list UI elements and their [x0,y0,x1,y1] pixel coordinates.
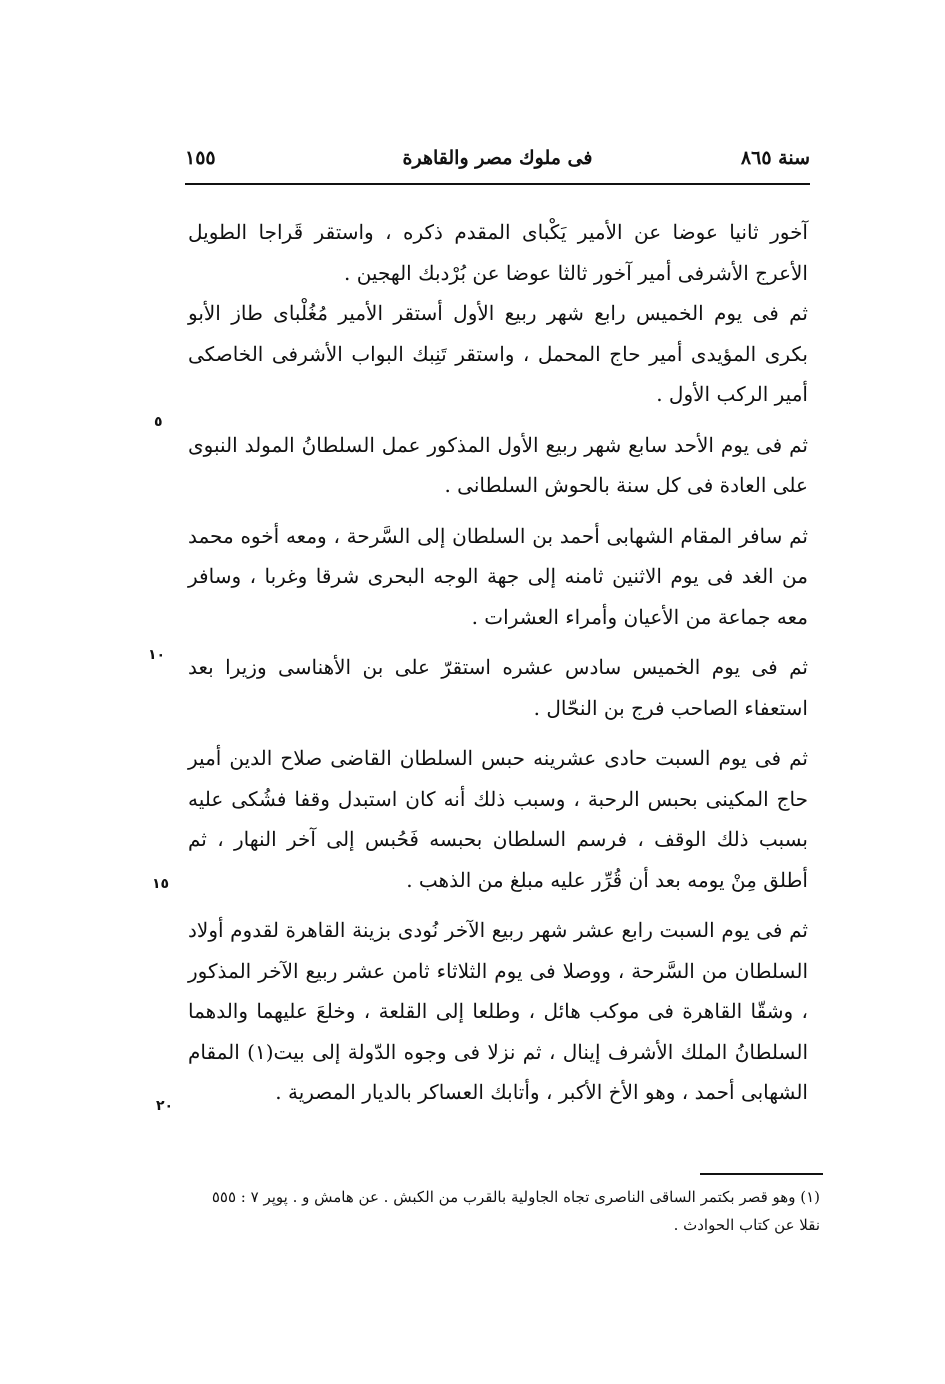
paragraph: ثم سافر المقام الشهابى أحمد بن السلطان إلى السَّرحة ، ومعه أخوه محمد من الغد فى يوم الاثنين ثامنه إلى جهة الوجه البحرى شرقا وغربا ، وسافر معه جماعة من الأعيان وأمراء العشرات . [188,523,808,629]
running-header [185,143,810,183]
footnote: (١) وهو قصر بكتمر الساقى الناصرى تجاه الجاولية بالقرب من الكبش . عن هامش و . پوپر ٧ : ٥٥٥ نقلا عن كتاب الحوادث . [211,1188,820,1234]
line-number-5: ٥ [154,414,163,430]
line-number-10: ١٠ [148,647,166,663]
header-year: سنة ٨٦٥ [740,147,810,169]
paragraph: ثم فى يوم السبت رابع عشر شهر ربيع الآخر نُودى بزينة القاهرة لقدوم أولاد السلطان من السَّرحة ، ووصلا فى يوم الثلاثاء ثامن عشر ربيع الآخر المذكور ، وشقّا القاهرة فى موكب هائل ، وطلعا إلى القلعة ، وخلعَ عليهما والدهما السلطانُ الملك الأشرف إينال ، ثم نزلا فى وجوه الدّولة إلى بيت(١) المقام الشهابى أحمد ، وهو الأخ الأكبر ، وأتابك العساكر بالديار المصرية . [188,918,808,1104]
paragraph: ثم فى يوم السبت حادى عشرينه حبس السلطان القاضى صلاح الدين أمير حاج المكينى بحبس الرحبة ، وسبب ذلك أنه كان استبدل وقفا فشُكى عليه بسبب ذلك الوقف ، فرسم السلطان بحبسه فَحُبس إلى آخر النهار ، ثم أطلق مِنْ يومه بعد أن قُرِّر عليه مبلغ من الذهب . [188,746,808,892]
header-rule [185,183,810,185]
footnote-rule [700,1173,823,1175]
paragraph: آخور ثانيا عوضا عن الأمير يَكْباى المقدم ذكره ، واستقر قَراجا الطويل الأعرج الأشرفى أمير آخور ثالثا عوضا عن بُرْدبك الهجين . [188,220,808,285]
header-title: فى ملوك مصر والقاهرة [402,147,593,169]
paragraph: ثم فى يوم الخميس رابع شهر ربيع الأول أستقر الأمير مُغُلْباى طاز الأبو بكرى المؤيدى أمير حاج المحمل ، واستقر تَنِبك البواب الأشرفى الخاصكى أمير الركب الأول . [188,301,808,406]
body-text [188,212,808,1113]
paragraph: ثم فى يوم الخميس سادس عشره استقرّ على بن الأهناسى وزيرا بعد استعفاء الصاحب فرج بن النحّال . [188,655,808,720]
line-number-15: ١٥ [152,876,170,892]
paragraph: ثم فى يوم الأحد سابع شهر ربيع الأول المذكور عمل السلطانُ المولد النبوى على العادة فى كل سنة بالحوش السلطانى . [188,432,808,497]
page-number: ١٥٥ [185,147,216,169]
line-number-20: ٢٠ [156,1098,174,1114]
